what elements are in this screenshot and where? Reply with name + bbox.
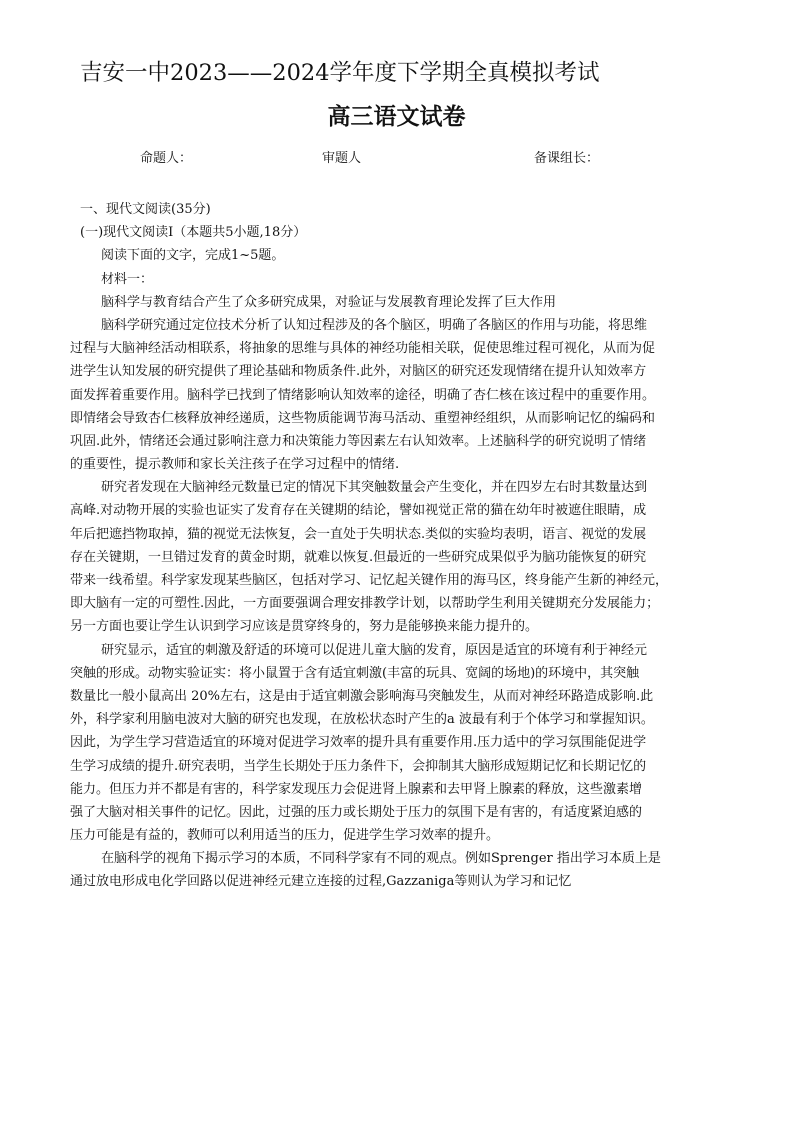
paragraph-line: 研究显示，适宜的刺激及舒适的环境可以促进儿童大脑的发育，原因是适宜的环境有利于神经元 bbox=[101, 642, 648, 658]
paragraph-line: 数量比一般小鼠高出 20%左右，这是由于适宜刺激会影响海马突触发生，从而对神经环路造成影响.此 bbox=[70, 688, 654, 704]
paragraph-line: 外，科学家利用脑电波对大脑的研究也发现，在放松状态时产生的a 波最有利于个体学习和掌握知识。 bbox=[70, 712, 654, 728]
paragraph-line: 因此，为学生学习营造适宜的环境对促进学习效率的提升具有重要作用.压力适中的学习氛围能促进学 bbox=[70, 735, 647, 751]
paragraph-line: 另一方面也要让学生认识到学习应该是贯穿终身的，努力是能够换来能力提升的。 bbox=[70, 619, 539, 635]
leader-label: 备课组长： bbox=[534, 151, 600, 166]
paragraph-line: 进学生认知发展的研究提供了理论基础和物质条件.此外，对脑区的研究还发现情绪在提升认知效率方 bbox=[70, 364, 647, 380]
article-title: 脑科学与教育结合产生了众多研究成果，对验证与发展教育理论发挥了巨大作用 bbox=[101, 294, 557, 310]
paragraph-line: 存在关键期，一旦错过发育的黄金时期，就难以恢复.但最近的一些研究成果似乎为脑功能恢复的研究 bbox=[70, 549, 647, 565]
paragraph-line: 脑科学研究通过定位技术分析了认知过程涉及的各个脑区，明确了各脑区的作用与功能，将思维 bbox=[101, 317, 648, 333]
exam-subtitle-text: 高三语文试卷 bbox=[327, 103, 466, 130]
reviewer-label: 审题人 bbox=[322, 151, 362, 166]
paragraph-line: 通过放电形成电化学回路以促进神经元建立连接的过程,Gazzaniga等则认为学习和记忆 bbox=[70, 874, 572, 890]
paragraph-line: 突触的形成。动物实验证实：将小鼠置于含有适宜刺激(丰富的玩具、宽阔的场地)的环境中，其突触 bbox=[70, 665, 640, 681]
paragraph-line: 即情绪会导致杏仁核释放神经递质，这些物质能调节海马活动、重塑神经组织，从而影响记忆的编码和 bbox=[70, 410, 656, 426]
paragraph-line: 即大脑有一定的可塑性.因此，一方面要强调合理安排教学计划，以帮助学生利用关键期充分发展能力； bbox=[70, 596, 660, 612]
exam-title: 吉安一中2023——2024学年度下学期全真模拟考试 bbox=[80, 60, 600, 86]
paragraph-line: 能力。但压力并不都是有害的，科学家发现压力会促进肾上腺素和去甲肾上腺素的释放，这些激素增 bbox=[70, 781, 643, 797]
paragraph-line: 过程与大脑神经活动相联系，将抽象的思维与具体的神经功能相关联，促使思维过程可视化，从而为促 bbox=[70, 341, 656, 357]
exam-subtitle bbox=[0, 101, 793, 133]
material-label: 材料一： bbox=[101, 271, 154, 287]
paragraph-line: 生学习成绩的提升.研究表明，当学生长期处于压力条件下，会抑制其大脑形成短期记忆和长期记忆的 bbox=[70, 758, 647, 774]
paragraph-line: 在脑科学的视角下揭示学习的本质，不同科学家有不同的观点。例如Sprenger 指出学习本质上是 bbox=[101, 851, 661, 867]
paragraph-line: 带来一线希望。科学家发现某些脑区，包括对学习、记忆起关键作用的海马区，终身能产生新的神经元， bbox=[70, 573, 669, 588]
paragraph-line: 年后把遮挡物取掉，猫的视觉无法恢复，会一直处于失明状态.类似的实验均表明，语言、视觉的发展 bbox=[70, 526, 647, 542]
section-subheading: (一)现代文阅读Ⅰ（本题共5小题,18分） bbox=[80, 225, 307, 241]
paragraph-line: 高峰.对动物开展的实验也证实了发育存在关键期的结论，譬如视觉正常的猫在幼年时被遮住眼睛，成 bbox=[70, 503, 647, 519]
paragraph-line: 的重要性，提示教师和家长关注孩子在学习过程中的情绪. bbox=[70, 457, 400, 473]
paragraph-line: 面发挥着重要作用。脑科学已找到了情绪影响认知效率的途径，明确了杏仁核在该过程中的重要作用。 bbox=[70, 387, 656, 403]
paragraph-line: 压力可能是有益的，教师可以利用适当的压力，促进学生学习效率的提升。 bbox=[70, 828, 500, 844]
paragraph-line: 巩固.此外，情绪还会通过影响注意力和决策能力等因素左右认知效率。上述脑科学的研究说明了情绪 bbox=[70, 433, 647, 449]
proposer-label: 命题人： bbox=[140, 151, 193, 166]
paragraph-line: 强了大脑对相关事件的记忆。因此，过强的压力或长期处于压力的氛围下是有害的，有适度紧迫感的 bbox=[70, 804, 643, 820]
section-heading: 一、现代文阅读(35分) bbox=[80, 202, 211, 217]
instruction-text: 阅读下面的文字，完成1~5题。 bbox=[101, 248, 285, 264]
paragraph-line: 研究者发现在大脑神经元数量已定的情况下其突触数量会产生变化，并在四岁左右时其数量达到 bbox=[101, 480, 648, 496]
reading-passage bbox=[70, 198, 760, 894]
